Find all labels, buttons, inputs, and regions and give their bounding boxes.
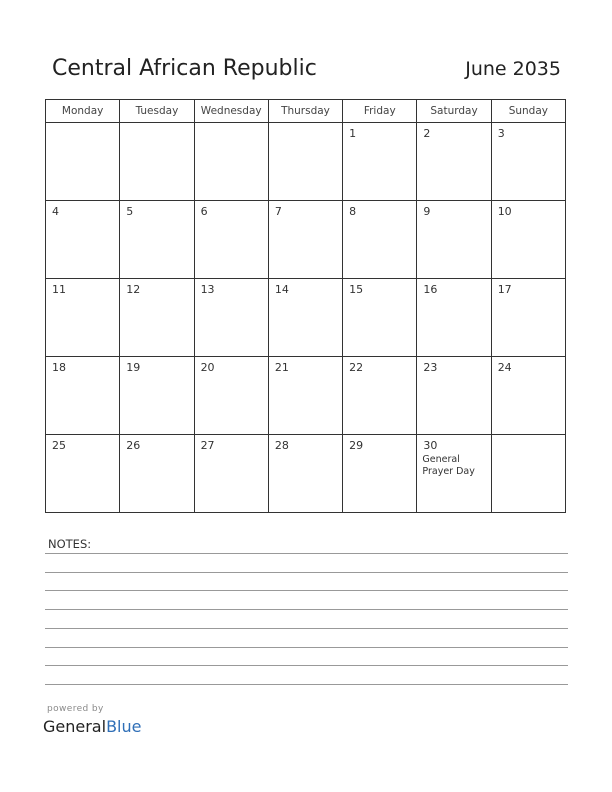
day-number: 30: [423, 439, 438, 452]
day-cell: [343, 201, 417, 279]
day-cell: [343, 123, 417, 201]
day-cell: [417, 123, 491, 201]
day-number: 11: [52, 283, 66, 296]
day-cell: [491, 201, 565, 279]
day-cell: [417, 279, 491, 357]
note-line: [45, 628, 568, 629]
weekday-wednesday: Wednesday: [194, 100, 268, 123]
brand-general-text: General: [43, 717, 107, 736]
day-cell: [417, 357, 491, 435]
day-cell: [46, 123, 120, 201]
day-number: 20: [200, 361, 215, 374]
day-number: 2: [423, 127, 431, 140]
day-number: 9: [423, 205, 431, 218]
day-number: 24: [497, 361, 512, 374]
day-cell: [194, 201, 268, 279]
day-number: 5: [126, 205, 134, 218]
day-number: 16: [423, 283, 438, 296]
day-cell: [194, 123, 268, 201]
day-number: 4: [52, 205, 59, 218]
weekday-monday: Monday: [46, 100, 120, 123]
day-cell: [268, 201, 342, 279]
note-line: [45, 609, 568, 610]
note-line: [45, 647, 568, 648]
day-cell: [120, 123, 194, 201]
powered-by-text: powered by: [47, 704, 104, 714]
day-cell: [120, 435, 194, 513]
day-number: 8: [349, 205, 357, 218]
day-cell: [417, 435, 491, 513]
calendar-week-row: [46, 123, 566, 201]
day-number: 6: [200, 205, 208, 218]
day-cell: [268, 435, 342, 513]
day-cell: [120, 201, 194, 279]
day-number: 18: [52, 361, 66, 374]
day-cell: [268, 279, 342, 357]
day-cell: [491, 357, 565, 435]
day-number: 29: [349, 439, 364, 452]
day-number: 23: [423, 361, 438, 374]
calendar-grid: [45, 99, 566, 513]
day-number: 3: [497, 127, 505, 140]
day-cell: [46, 357, 120, 435]
notes-label: NOTES:: [48, 537, 92, 551]
day-cell: [268, 123, 342, 201]
day-cell: [194, 357, 268, 435]
day-cell: [46, 435, 120, 513]
day-cell: [120, 279, 194, 357]
day-cell: [491, 279, 565, 357]
day-number: 28: [274, 439, 289, 452]
month-label: June 2035: [465, 58, 561, 80]
day-cell: [491, 435, 565, 513]
day-cell: [194, 279, 268, 357]
day-number: 26: [126, 439, 141, 452]
day-number: 14: [274, 283, 289, 296]
day-cell: [417, 201, 491, 279]
note-line: [45, 684, 568, 685]
brand-blue-text: Blue: [106, 717, 142, 736]
weekday-thursday: Thursday: [268, 100, 342, 123]
holiday-label: General Prayer Day: [422, 454, 475, 477]
day-cell: [268, 357, 342, 435]
day-cell: [343, 279, 417, 357]
day-cell: [194, 435, 268, 513]
day-cell: [343, 357, 417, 435]
calendar-week-row: [46, 435, 566, 513]
day-cell: [491, 123, 565, 201]
note-line: [45, 553, 568, 554]
calendar-week-row: [46, 357, 566, 435]
note-line: [45, 572, 568, 573]
weekday-friday: Friday: [343, 100, 417, 123]
calendar-week-row: [46, 201, 566, 279]
day-number: 17: [497, 283, 512, 296]
day-cell: [343, 435, 417, 513]
weekday-header-row: [46, 100, 566, 123]
day-number: 19: [126, 361, 141, 374]
day-number: 25: [52, 439, 66, 452]
day-number: 1: [349, 127, 357, 140]
weekday-saturday: Saturday: [417, 100, 491, 123]
day-number: 12: [126, 283, 141, 296]
day-cell: [46, 279, 120, 357]
note-line: [45, 665, 568, 666]
calendar-week-row: [46, 279, 566, 357]
page-title: Central African Republic: [52, 56, 317, 81]
weekday-sunday: Sunday: [491, 100, 565, 123]
day-number: 21: [274, 361, 289, 374]
day-number: 10: [497, 205, 512, 218]
generalblue-logo: [43, 717, 141, 736]
day-number: 22: [349, 361, 364, 374]
day-number: 15: [349, 283, 364, 296]
day-number: 13: [200, 283, 215, 296]
note-line: [45, 590, 568, 591]
day-cell: [120, 357, 194, 435]
day-cell: [46, 201, 120, 279]
day-number: 7: [274, 205, 282, 218]
day-number: 27: [200, 439, 215, 452]
weekday-tuesday: Tuesday: [120, 100, 194, 123]
